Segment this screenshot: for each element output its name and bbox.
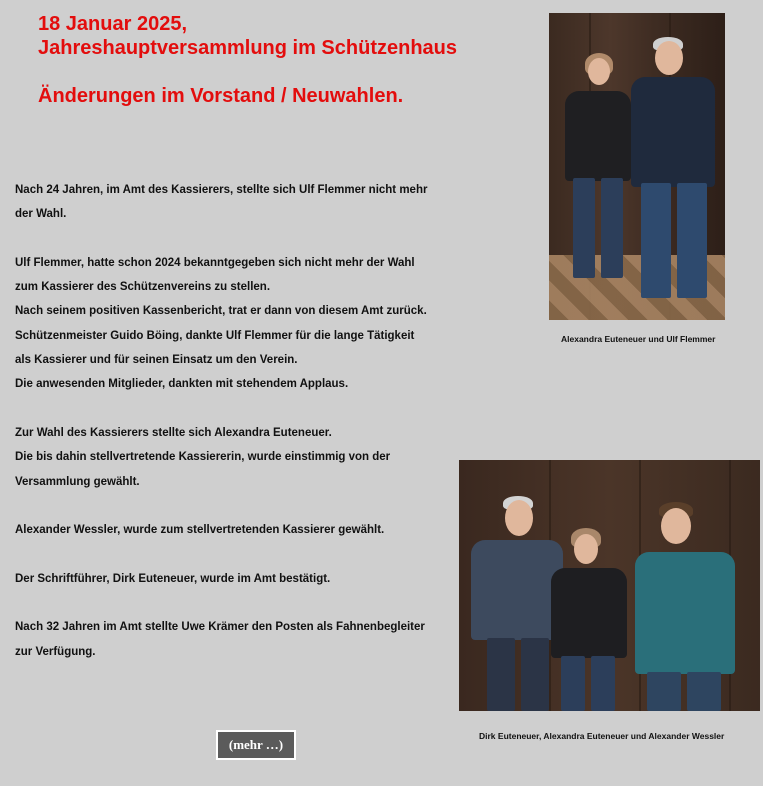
article-line: Die bis dahin stellvertretende Kassiererin, wurde einstimmig von der bbox=[15, 451, 391, 464]
article-line: zur Verfügung. bbox=[15, 645, 96, 658]
article-spacer bbox=[15, 591, 465, 615]
article-line: Schützenmeister Guido Böing, dankte Ulf Flemmer für die lange Tätigkeit bbox=[15, 329, 415, 342]
article-spacer bbox=[15, 397, 465, 421]
article-line: Der Schriftführer, Dirk Euteneuer, wurde im Amt bestätigt. bbox=[15, 572, 331, 585]
article-spacer bbox=[15, 494, 465, 518]
photo1-caption: Alexandra Euteneuer und Ulf Flemmer bbox=[561, 334, 716, 344]
heading-subject: Änderungen im Vorstand / Neuwahlen. bbox=[38, 85, 404, 107]
heading-event: Jahreshauptversammlung im Schützenhaus bbox=[38, 37, 458, 59]
article-line: der Wahl. bbox=[15, 208, 67, 221]
article-line: Nach 24 Jahren, im Amt des Kassierers, stellte sich Ulf Flemmer nicht mehr bbox=[15, 184, 428, 196]
article-body bbox=[15, 178, 465, 664]
article-line: zum Kassierer des Schützenvereins zu stellen. bbox=[15, 281, 271, 294]
photo-kassierer-wechsel bbox=[549, 13, 725, 320]
photo-vorstand bbox=[459, 460, 760, 711]
article-line: Zur Wahl des Kassierers stellte sich Alexandra Euteneuer. bbox=[15, 426, 332, 439]
article-line: Nach 32 Jahren im Amt stellte Uwe Krämer den Posten als Fahnenbegleiter bbox=[15, 621, 425, 634]
article-line: Ulf Flemmer, hatte schon 2024 bekanntgegeben sich nicht mehr der Wahl bbox=[15, 256, 415, 269]
more-button[interactable]: (mehr …) bbox=[216, 730, 296, 760]
article-line: Alexander Wessler, wurde zum stellvertretenden Kassierer gewählt. bbox=[15, 524, 385, 537]
article-spacer bbox=[15, 542, 465, 566]
article-line: als Kassierer und für seinen Einsatz um den Verein. bbox=[15, 354, 298, 367]
article-spacer bbox=[15, 227, 465, 251]
article-line: Die anwesenden Mitglieder, dankten mit stehendem Applaus. bbox=[15, 378, 349, 391]
photo2-caption: Dirk Euteneuer, Alexandra Euteneuer und Alexander Wessler bbox=[479, 731, 725, 741]
article-line: Nach seinem positiven Kassenbericht, trat er dann von diesem Amt zurück. bbox=[15, 305, 427, 318]
article-line: Versammlung gewählt. bbox=[15, 475, 140, 488]
heading-date: 18 Januar 2025, bbox=[38, 13, 187, 35]
